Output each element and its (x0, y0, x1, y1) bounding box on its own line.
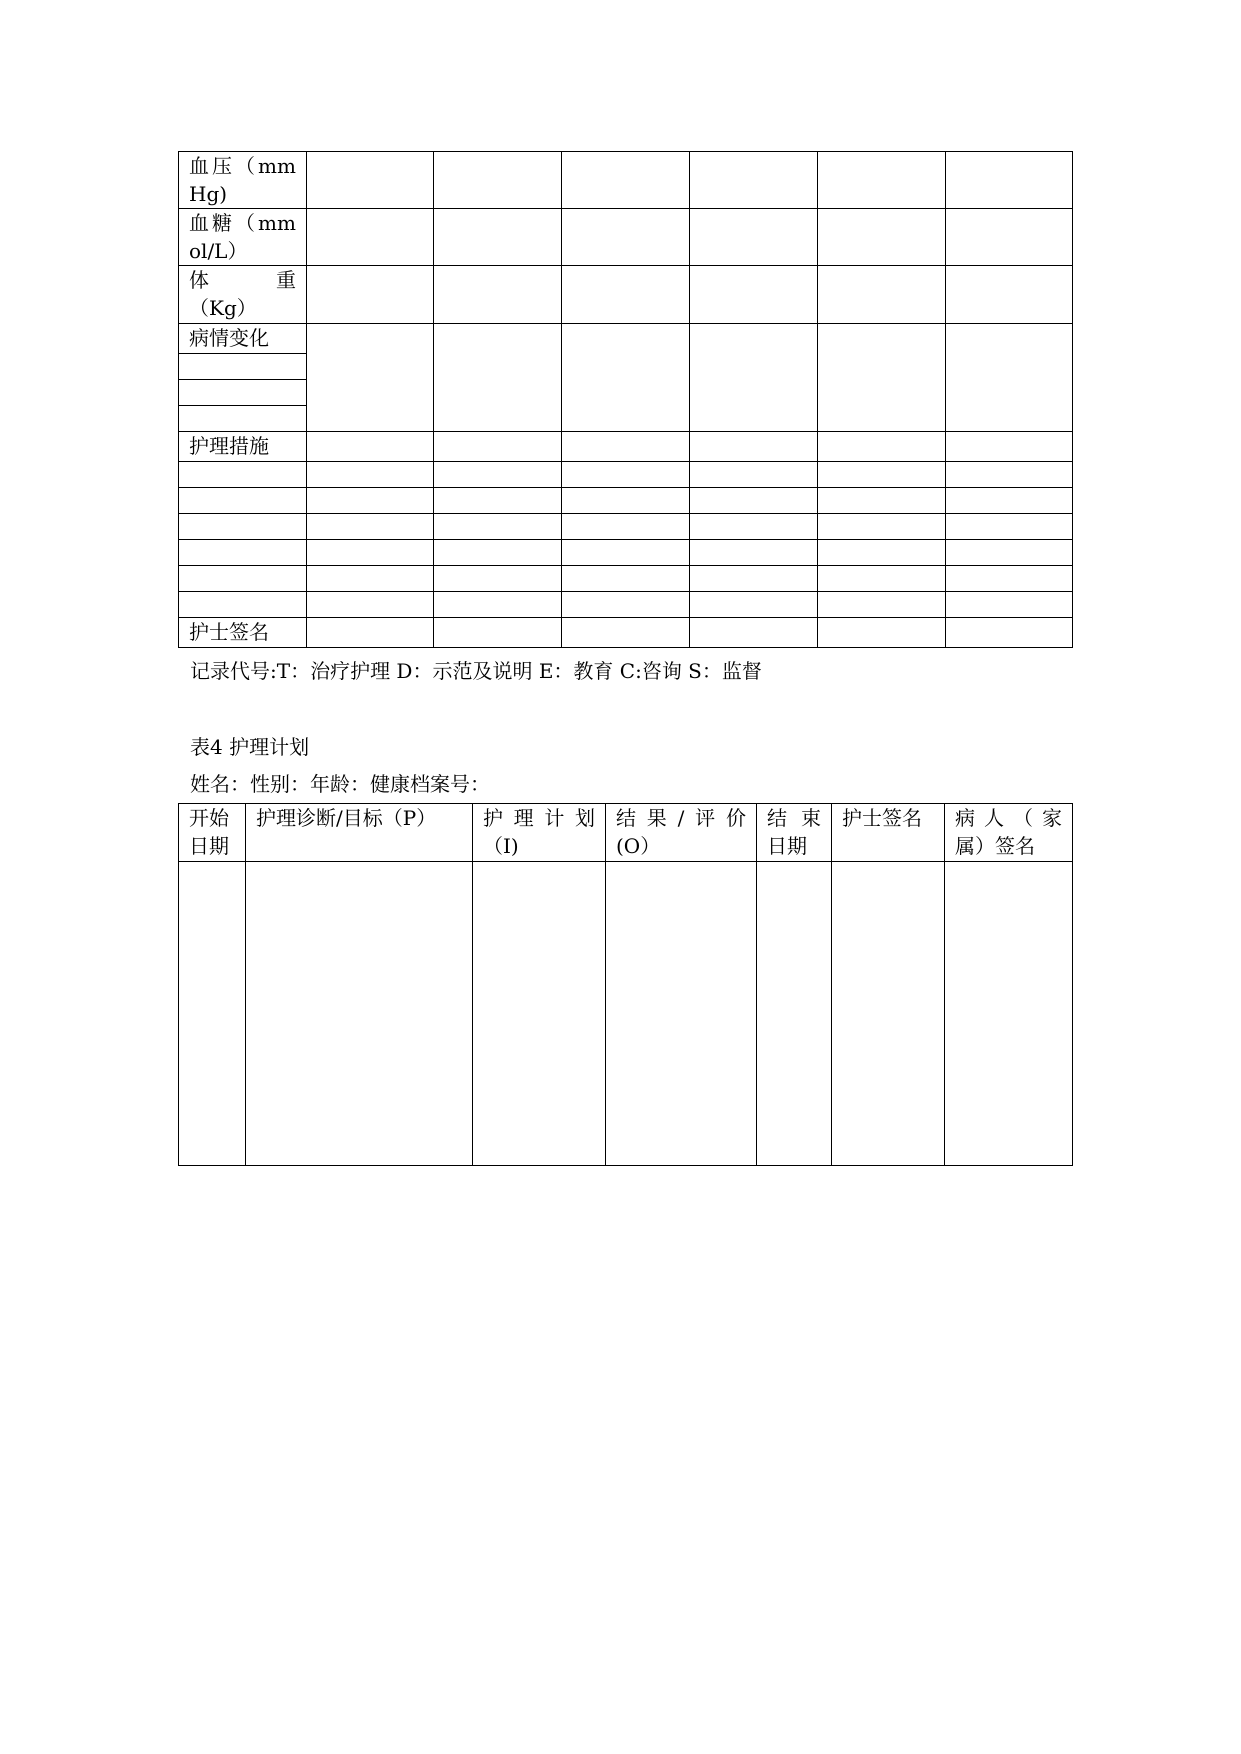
row-label-nursing-measures: 护理措施 (179, 432, 307, 462)
cell[interactable] (434, 266, 562, 324)
table-row (179, 566, 1073, 592)
cell[interactable] (946, 209, 1073, 266)
table-row (179, 862, 1073, 1166)
cell[interactable] (690, 324, 818, 432)
cell[interactable] (818, 488, 946, 514)
header-start-date (179, 804, 246, 862)
cell[interactable] (690, 566, 818, 592)
cell[interactable] (818, 152, 946, 209)
row-label-blood-pressure (179, 152, 307, 209)
cell[interactable] (307, 462, 434, 488)
table-row (179, 209, 1073, 266)
cell[interactable] (307, 324, 434, 432)
label-line: Hg) (189, 182, 228, 206)
cell[interactable] (179, 488, 307, 514)
patient-info-line: 姓名：性别：年龄：健康档案号： (190, 772, 490, 796)
header-line: 日期 (767, 834, 807, 858)
cell[interactable] (434, 618, 562, 648)
cell[interactable] (946, 324, 1073, 432)
header-line: 护理诊断/目标（P） (256, 806, 437, 830)
cell[interactable] (434, 462, 562, 488)
cell[interactable] (307, 618, 434, 648)
header-line: 结束 (767, 806, 821, 830)
cell[interactable] (179, 462, 307, 488)
cell[interactable] (179, 862, 246, 1166)
cell[interactable] (690, 540, 818, 566)
header-nurse-signature (832, 804, 945, 862)
cell[interactable] (945, 862, 1073, 1166)
table-row (179, 540, 1073, 566)
cell[interactable] (179, 354, 307, 380)
record-code-legend: 记录代号:T：治疗护理 D：示范及说明 E：教育 C:咨询 S：监督 (190, 659, 762, 683)
cell[interactable] (818, 324, 946, 432)
header-end-date (757, 804, 832, 862)
cell[interactable] (307, 592, 434, 618)
row-label-nurse-signature: 护士签名 (179, 618, 307, 648)
cell[interactable] (818, 514, 946, 540)
header-line: （I) (483, 834, 519, 858)
cell[interactable] (307, 209, 434, 266)
cell[interactable] (434, 432, 562, 462)
table-row (179, 514, 1073, 540)
cell[interactable] (818, 462, 946, 488)
header-diagnosis-goal (246, 804, 473, 862)
cell[interactable] (434, 324, 562, 432)
cell[interactable] (946, 618, 1073, 648)
header-line: 护理计划 (483, 806, 595, 830)
cell[interactable] (946, 266, 1073, 324)
cell[interactable] (832, 862, 945, 1166)
nursing-record-table (178, 151, 1073, 648)
cell[interactable] (562, 618, 690, 648)
cell[interactable] (434, 152, 562, 209)
cell[interactable] (562, 592, 690, 618)
cell[interactable] (946, 540, 1073, 566)
header-line: 属）签名 (955, 834, 1035, 858)
cell[interactable] (946, 592, 1073, 618)
cell[interactable] (946, 432, 1073, 462)
cell[interactable] (434, 566, 562, 592)
cell[interactable] (179, 592, 307, 618)
cell[interactable] (562, 152, 690, 209)
table-row (179, 432, 1073, 462)
cell[interactable] (818, 266, 946, 324)
cell[interactable] (818, 432, 946, 462)
label-line: 血糖（mm (189, 211, 296, 235)
cell[interactable] (473, 862, 606, 1166)
label-line: ol/L） (189, 239, 248, 263)
cell[interactable] (434, 540, 562, 566)
header-line: 开始 (189, 806, 229, 830)
header-patient-signature (945, 804, 1073, 862)
cell[interactable] (690, 488, 818, 514)
cell[interactable] (307, 432, 434, 462)
label-line: 体 重 (189, 268, 296, 292)
cell[interactable] (246, 862, 473, 1166)
cell[interactable] (179, 514, 307, 540)
header-line: 护士签名 (842, 806, 922, 830)
cell[interactable] (818, 592, 946, 618)
cell[interactable] (690, 592, 818, 618)
cell[interactable] (179, 566, 307, 592)
cell[interactable] (818, 209, 946, 266)
header-line: 日期 (189, 834, 229, 858)
row-label-weight (179, 266, 307, 324)
cell[interactable] (562, 488, 690, 514)
cell[interactable] (690, 209, 818, 266)
table-row (179, 152, 1073, 209)
cell[interactable] (307, 152, 434, 209)
cell[interactable] (562, 432, 690, 462)
table-row (179, 592, 1073, 618)
cell[interactable] (690, 462, 818, 488)
cell[interactable] (562, 540, 690, 566)
cell[interactable] (434, 209, 562, 266)
cell[interactable] (179, 406, 307, 432)
cell[interactable] (434, 514, 562, 540)
cell[interactable] (434, 488, 562, 514)
cell[interactable] (946, 462, 1073, 488)
row-label-condition-change: 病情变化 (179, 324, 307, 354)
header-line: 结果/评价 (616, 806, 746, 830)
header-outcome-evaluation (606, 804, 757, 862)
label-line: （Kg） (189, 296, 257, 320)
cell[interactable] (690, 618, 818, 648)
cell[interactable] (946, 152, 1073, 209)
cell[interactable] (606, 862, 757, 1166)
cell[interactable] (307, 266, 434, 324)
cell[interactable] (562, 266, 690, 324)
cell[interactable] (946, 488, 1073, 514)
header-line: 病人（家 (955, 806, 1062, 830)
cell[interactable] (818, 618, 946, 648)
label-line: 血压（mm (189, 154, 296, 178)
header-nursing-plan (473, 804, 606, 862)
header-line: (O） (616, 834, 661, 858)
row-label-blood-sugar (179, 209, 307, 266)
cell[interactable] (307, 514, 434, 540)
cell[interactable] (307, 540, 434, 566)
cell[interactable] (307, 566, 434, 592)
cell[interactable] (562, 462, 690, 488)
cell[interactable] (562, 324, 690, 432)
plan-title: 表4 护理计划 (190, 735, 310, 759)
cell[interactable] (307, 488, 434, 514)
cell[interactable] (818, 540, 946, 566)
header-row (179, 804, 1073, 862)
cell[interactable] (757, 862, 832, 1166)
cell[interactable] (562, 566, 690, 592)
cell[interactable] (690, 432, 818, 462)
cell[interactable] (690, 152, 818, 209)
cell[interactable] (179, 540, 307, 566)
table-row (179, 324, 1073, 354)
table-row (179, 488, 1073, 514)
cell[interactable] (179, 380, 307, 406)
cell[interactable] (946, 514, 1073, 540)
table-row (179, 462, 1073, 488)
cell[interactable] (690, 514, 818, 540)
cell[interactable] (818, 566, 946, 592)
table-row (179, 266, 1073, 324)
cell[interactable] (562, 514, 690, 540)
cell[interactable] (946, 566, 1073, 592)
cell[interactable] (690, 266, 818, 324)
cell[interactable] (562, 209, 690, 266)
table-row (179, 618, 1073, 648)
nursing-plan-table (178, 803, 1073, 1166)
cell[interactable] (434, 592, 562, 618)
